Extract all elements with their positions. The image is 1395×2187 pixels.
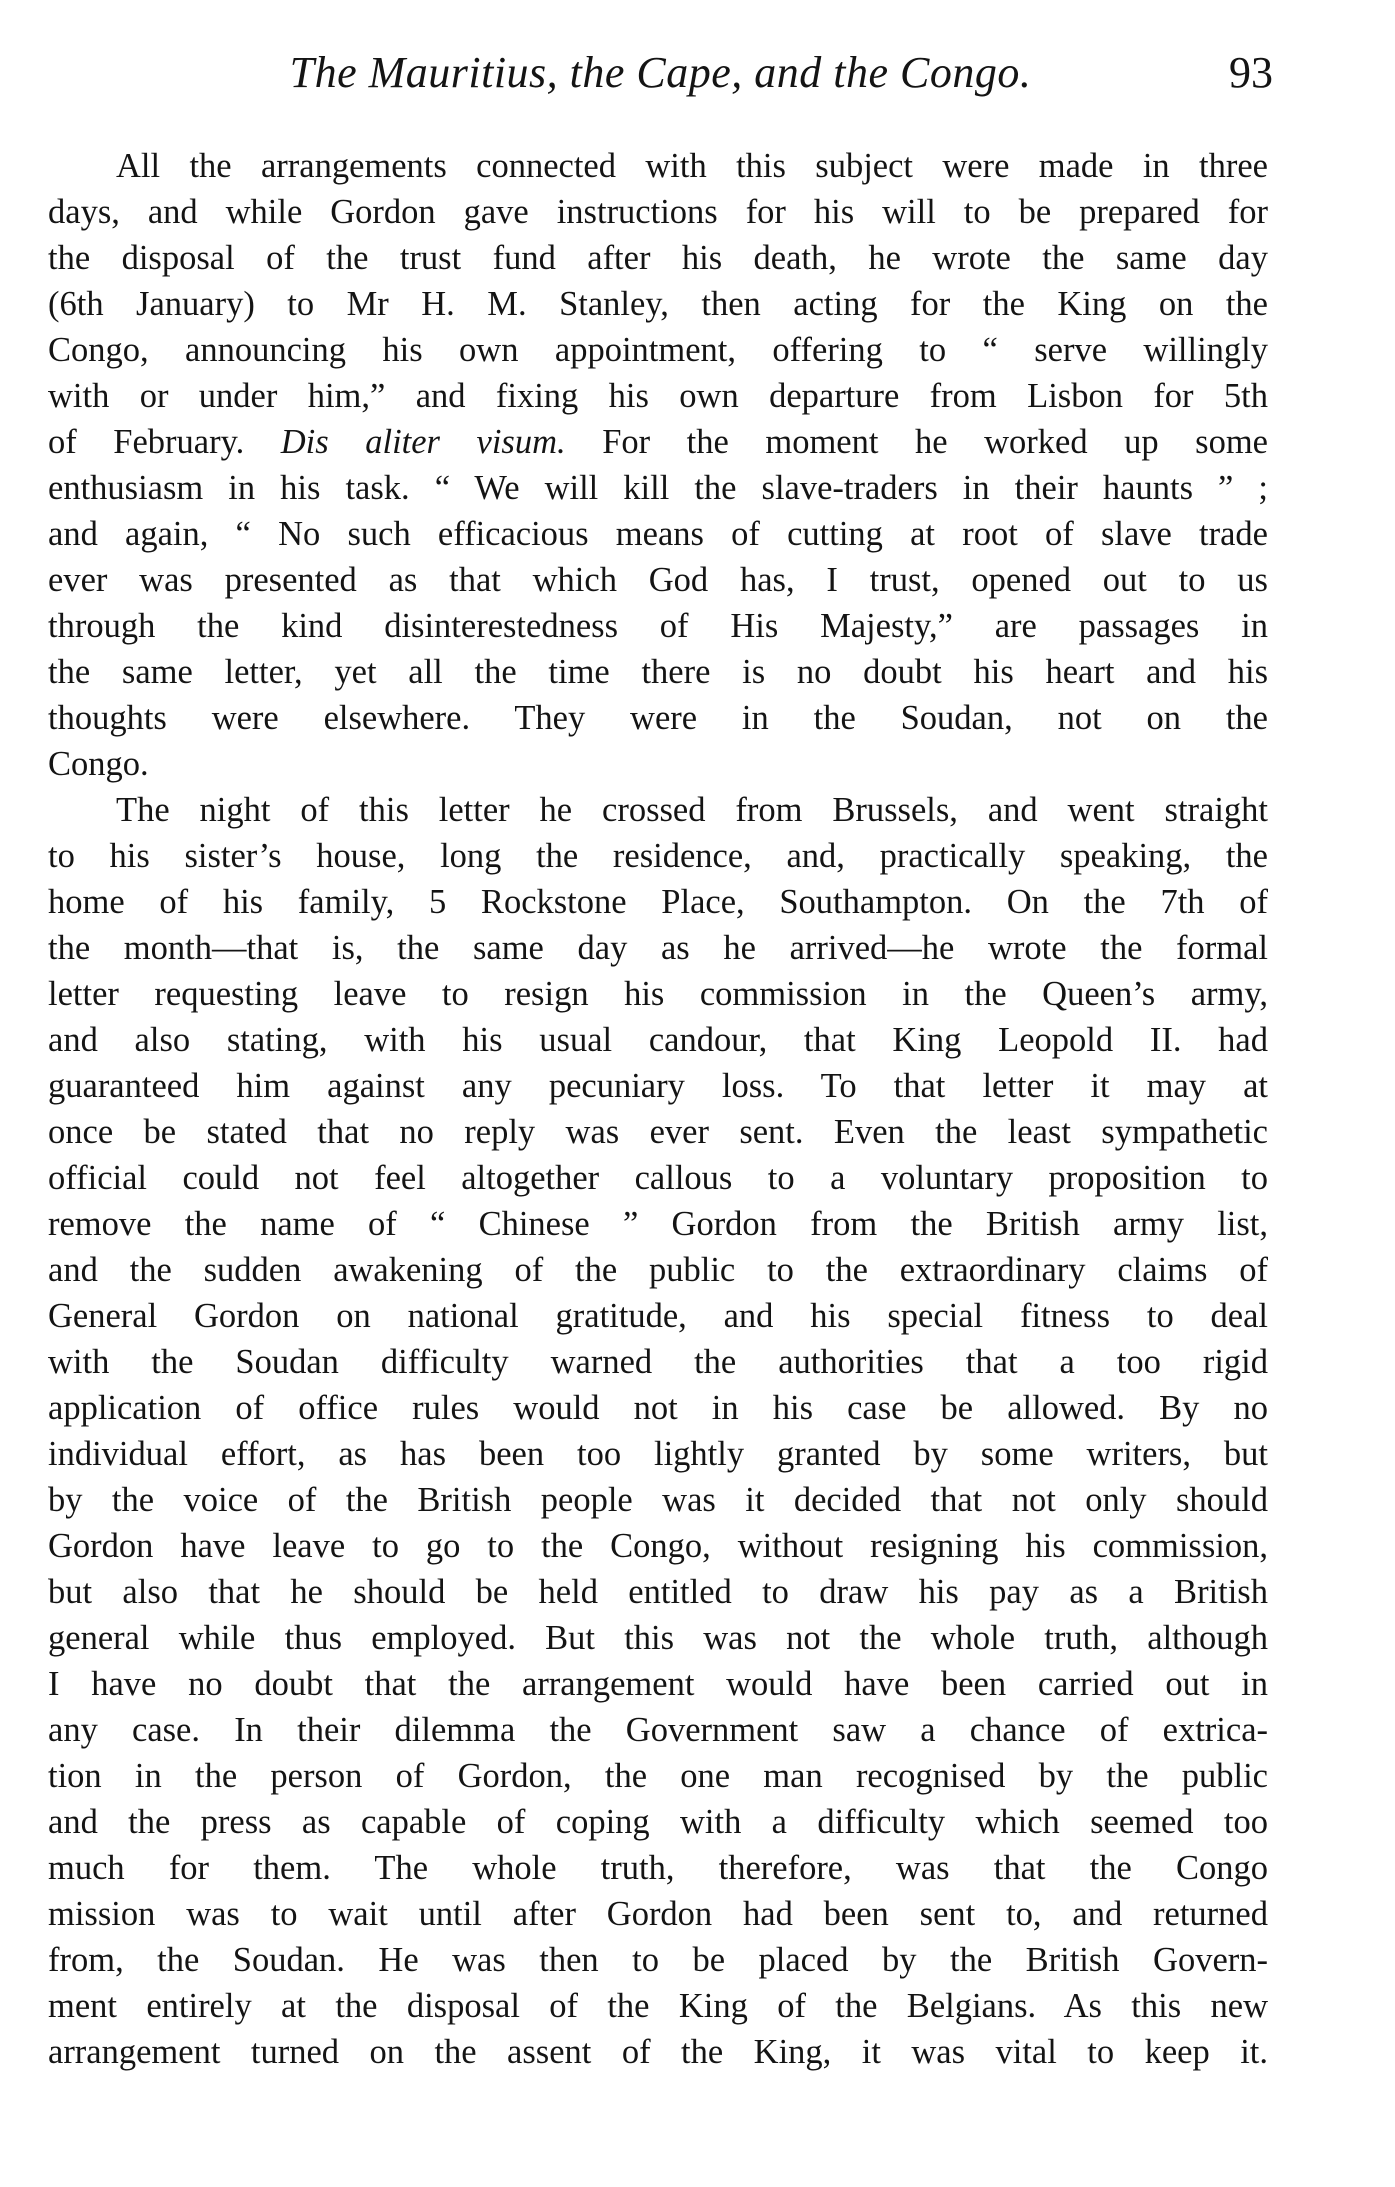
text-line: and the press as capable of coping with a difficulty which seemed too — [48, 1803, 1268, 1841]
text-line: the disposal of the trust fund after his death, he wrote the same day — [48, 239, 1268, 277]
text-line: letter requesting leave to resign his commission in the Queen’s army, — [48, 975, 1268, 1013]
body-text — [48, 143, 1268, 2075]
text-line: with the Soudan difficulty warned the authorities that a too rigid — [48, 1343, 1268, 1381]
running-head — [48, 38, 1273, 108]
text-line: through the kind disinterestedness of His Majesty,” are passages in — [48, 607, 1268, 645]
text-line: application of office rules would not in his case be allowed. By no — [48, 1389, 1268, 1427]
text-line: once be stated that no reply was ever sent. Even the least sympathetic — [48, 1113, 1268, 1151]
text-line: ever was presented as that which God has, I trust, opened out to us — [48, 561, 1268, 599]
latin-phrase: Dis aliter visum. — [280, 423, 566, 461]
text-line: Congo, announcing his own appointment, offering to “ serve willingly — [48, 331, 1268, 369]
text-line: thoughts were elsewhere. They were in the Soudan, not on the — [48, 699, 1268, 737]
text-segment: For the moment he worked up some — [565, 423, 1268, 461]
paragraph-2 — [48, 787, 1268, 2075]
text-line: and again, “ No such efficacious means of cutting at root of slave trade — [48, 515, 1268, 553]
text-line: General Gordon on national gratitude, and his special fitness to deal — [48, 1297, 1268, 1335]
text-line: official could not feel altogether callous to a voluntary proposition to — [48, 1159, 1268, 1197]
text-line: mission was to wait until after Gordon had been sent to, and returned — [48, 1895, 1268, 1933]
text-line: but also that he should be held entitled to draw his pay as a British — [48, 1573, 1268, 1611]
text-line: ment entirely at the disposal of the King of the Belgians. As this new — [48, 1987, 1268, 2025]
text-line: tion in the person of Gordon, the one man recognised by the public — [48, 1757, 1268, 1795]
text-line: to his sister’s house, long the residence, and, practically speaking, the — [48, 837, 1268, 875]
text-line: from, the Soudan. He was then to be placed by the British Govern- — [48, 1941, 1268, 1979]
text-line: by the voice of the British people was it decided that not only should — [48, 1481, 1268, 1519]
text-line: the same letter, yet all the time there is no doubt his heart and his — [48, 653, 1268, 691]
text-line: Congo. — [48, 745, 149, 783]
text-line: Gordon have leave to go to the Congo, without resigning his commission, — [48, 1527, 1268, 1565]
text-line: The night of this letter he crossed from Brussels, and went straight — [116, 791, 1268, 829]
text-line: arrangement turned on the assent of the King, it was vital to keep it. — [48, 2033, 1268, 2071]
text-segment: of February. — [48, 423, 281, 461]
text-line: remove the name of “ Chinese ” Gordon from the British army list, — [48, 1205, 1268, 1243]
text-line: much for them. The whole truth, therefore, was that the Congo — [48, 1849, 1268, 1887]
text-line: individual effort, as has been too lightly granted by some writers, but — [48, 1435, 1268, 1473]
text-line: guaranteed him against any pecuniary loss. To that letter it may at — [48, 1067, 1268, 1105]
text-line: days, and while Gordon gave instructions for his will to be prepared for — [48, 193, 1268, 231]
text-line: home of his family, 5 Rockstone Place, Southampton. On the 7th of — [48, 883, 1268, 921]
text-line: general while thus employed. But this was not the whole truth, although — [48, 1619, 1268, 1657]
text-line: any case. In their dilemma the Government saw a chance of extrica- — [48, 1711, 1268, 1749]
text-line: enthusiasm in his task. “ We will kill the slave-traders in their haunts ” ; — [48, 469, 1268, 507]
paragraph-1 — [48, 143, 1268, 787]
running-title: The Mauritius, the Cape, and the Congo. — [289, 48, 1032, 97]
text-line: and the sudden awakening of the public to the extraordinary claims of — [48, 1251, 1268, 1289]
text-line — [48, 419, 1268, 465]
text-line: All the arrangements connected with this subject were made in three — [116, 147, 1268, 185]
text-line: the month—that is, the same day as he arrived—he wrote the formal — [48, 929, 1268, 967]
text-line: I have no doubt that the arrangement would have been carried out in — [48, 1665, 1268, 1703]
text-line: and also stating, with his usual candour, that King Leopold II. had — [48, 1021, 1268, 1059]
text-line: with or under him,” and fixing his own departure from Lisbon for 5th — [48, 377, 1268, 415]
text-line: (6th January) to Mr H. M. Stanley, then acting for the King on the — [48, 285, 1268, 323]
page-number: 93 — [1229, 48, 1273, 97]
